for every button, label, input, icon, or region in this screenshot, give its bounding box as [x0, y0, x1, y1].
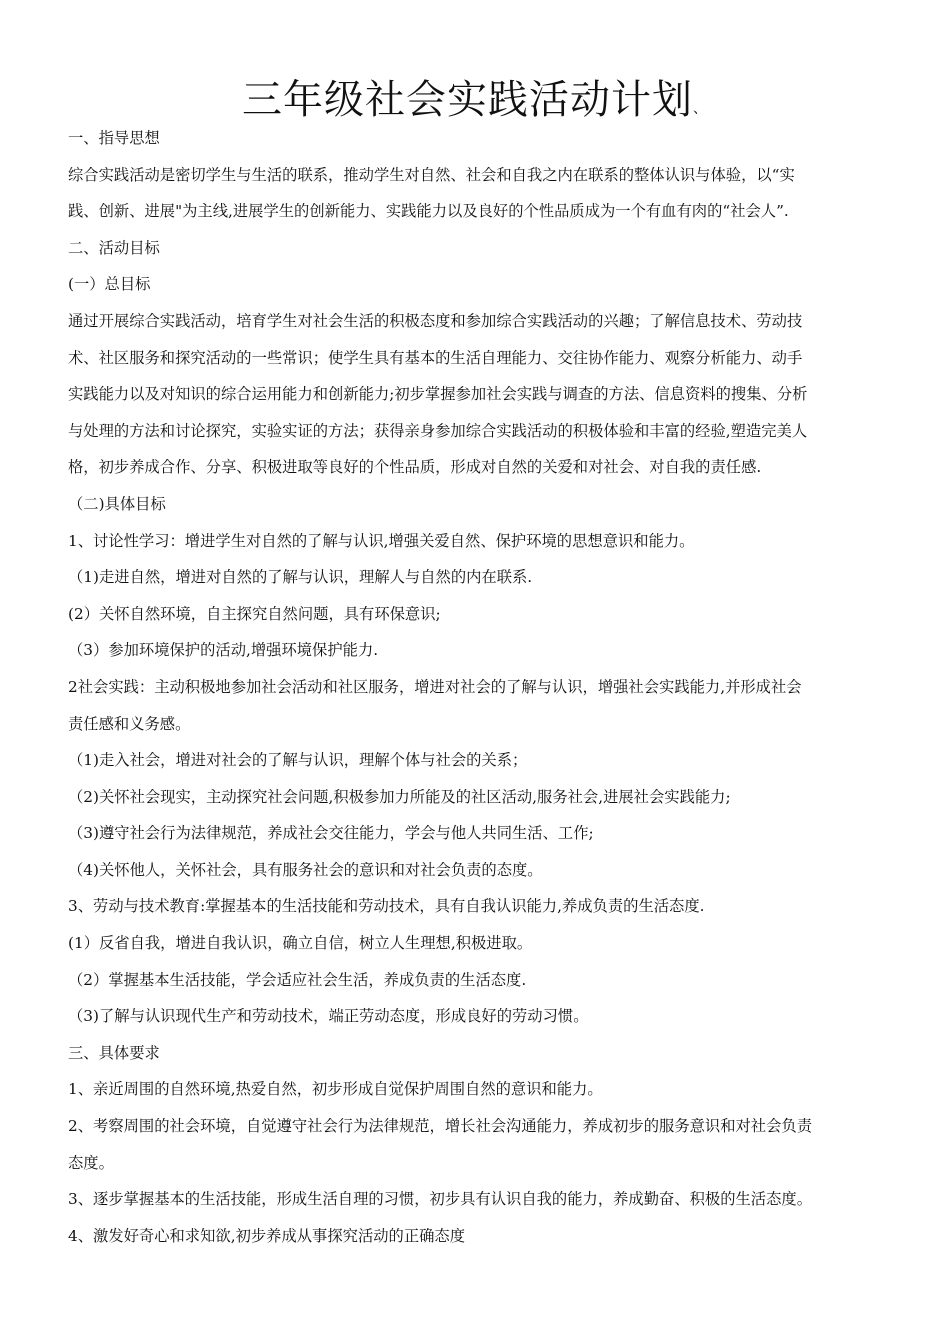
list-item: (2）关怀自然环境，自主探究自然问题，具有环保意识;	[68, 604, 441, 623]
list-item-continuation: 责任感和义务感。	[68, 714, 191, 733]
title-mark: 、	[693, 101, 708, 117]
list-item: (1）反省自我，增进自我认识，确立自信，树立人生理想,积极进取。	[68, 934, 533, 953]
paragraph-line: 术、社区服务和探究活动的一些常识；使学生具有基本的生活自理能力、交往协作能力、观察分析能力、动手	[68, 348, 803, 367]
list-item: （4)关怀他人，关怀社会，具有服务社会的意识和对社会负责的态度。	[68, 860, 543, 879]
list-item: （2）掌握基本生活技能，学会适应社会生活，养成负责的生活态度.	[68, 970, 527, 989]
list-item: （3)遵守社会行为法律规范，养成社会交往能力，学会与他人共同生活、工作;	[68, 824, 594, 843]
heading-activity-goals: 二、活动目标	[68, 238, 160, 257]
title-text: 三年级社会实践活动计划	[242, 77, 693, 123]
subheading-specific-goals: （二)具体目标	[68, 494, 166, 513]
list-item: （3）参加环境保护的活动,增强环境保护能力.	[68, 641, 379, 660]
heading-specific-requirements: 三、具体要求	[68, 1043, 160, 1062]
list-item-continuation: 态度。	[68, 1153, 114, 1172]
list-item: （1)走进自然，增进对自然的了解与认识，理解人与自然的内在联系.	[68, 568, 533, 587]
paragraph-line: 实践能力以及对知识的综合运用能力和创新能力;初步掌握参加社会实践与调查的方法、信息资料的搜集、分析	[68, 385, 808, 404]
heading-guiding-thought: 一、指导思想	[68, 129, 160, 147]
paragraph-line: 通过开展综合实践活动，培育学生对社会生活的积极态度和参加综合实践活动的兴趣；了解信息技术、劳动技	[68, 311, 803, 330]
list-item: 1、讨论性学习：增进学生对自然的了解与认识,增强关爱自然、保护环境的思想意识和能力。	[68, 531, 695, 550]
subheading-overall-goal: (一）总目标	[68, 275, 151, 294]
list-item: （1)走入社会，增进对社会的了解与认识，理解个体与社会的关系；	[68, 751, 528, 770]
paragraph-line: 格，初步养成合作、分享、积极进取等良好的个性品质，形成对自然的关爱和对社会、对自我的责任感.	[68, 458, 762, 477]
list-item: 4、激发好奇心和求知欲,初步养成从事探究活动的正确态度	[68, 1226, 466, 1245]
list-item: （3)了解与认识现代生产和劳动技术，端正劳动态度，形成良好的劳动习惯。	[68, 1007, 589, 1026]
list-item: 3、逐步掌握基本的生活技能，形成生活自理的习惯，初步具有认识自我的能力，养成勤奋、积极的生活态度。	[68, 1190, 812, 1209]
list-item: 2、考察周围的社会环境，自觉遵守社会行为法律规范，增长社会沟通能力，养成初步的服务意识和对社会负责	[68, 1117, 812, 1136]
paragraph-line: 践、创新、进展"为主线,进展学生的创新能力、实践能力以及良好的个性品质成为一个有血有肉的“社会人”.	[68, 202, 789, 221]
list-item: 3、劳动与技术教育:掌握基本的生活技能和劳动技术，具有自我认识能力,养成负责的生活态度.	[68, 897, 705, 916]
paragraph-line: 与处理的方法和讨论探究，实验实证的方法；获得亲身参加综合实践活动的积极体验和丰富的经验,塑造完美人	[68, 421, 808, 440]
document-body	[68, 120, 883, 1254]
list-item: 1、亲近周围的自然环境,热爱自然，初步形成自觉保护周围自然的意识和能力。	[68, 1080, 603, 1099]
list-item: （2)关怀社会现实，主动探究社会问题,积极参加力所能及的社区活动,服务社会,进展社会实践能力;	[68, 787, 731, 806]
paragraph-line: 综合实践活动是密切学生与生活的联系，推动学生对自然、社会和自我之内在联系的整体认识与体验，以“实	[68, 165, 795, 184]
list-item: 2社会实践：主动积极地参加社会活动和社区服务，增进对社会的了解与认识，增强社会实践能力,并形成社会	[68, 677, 802, 696]
